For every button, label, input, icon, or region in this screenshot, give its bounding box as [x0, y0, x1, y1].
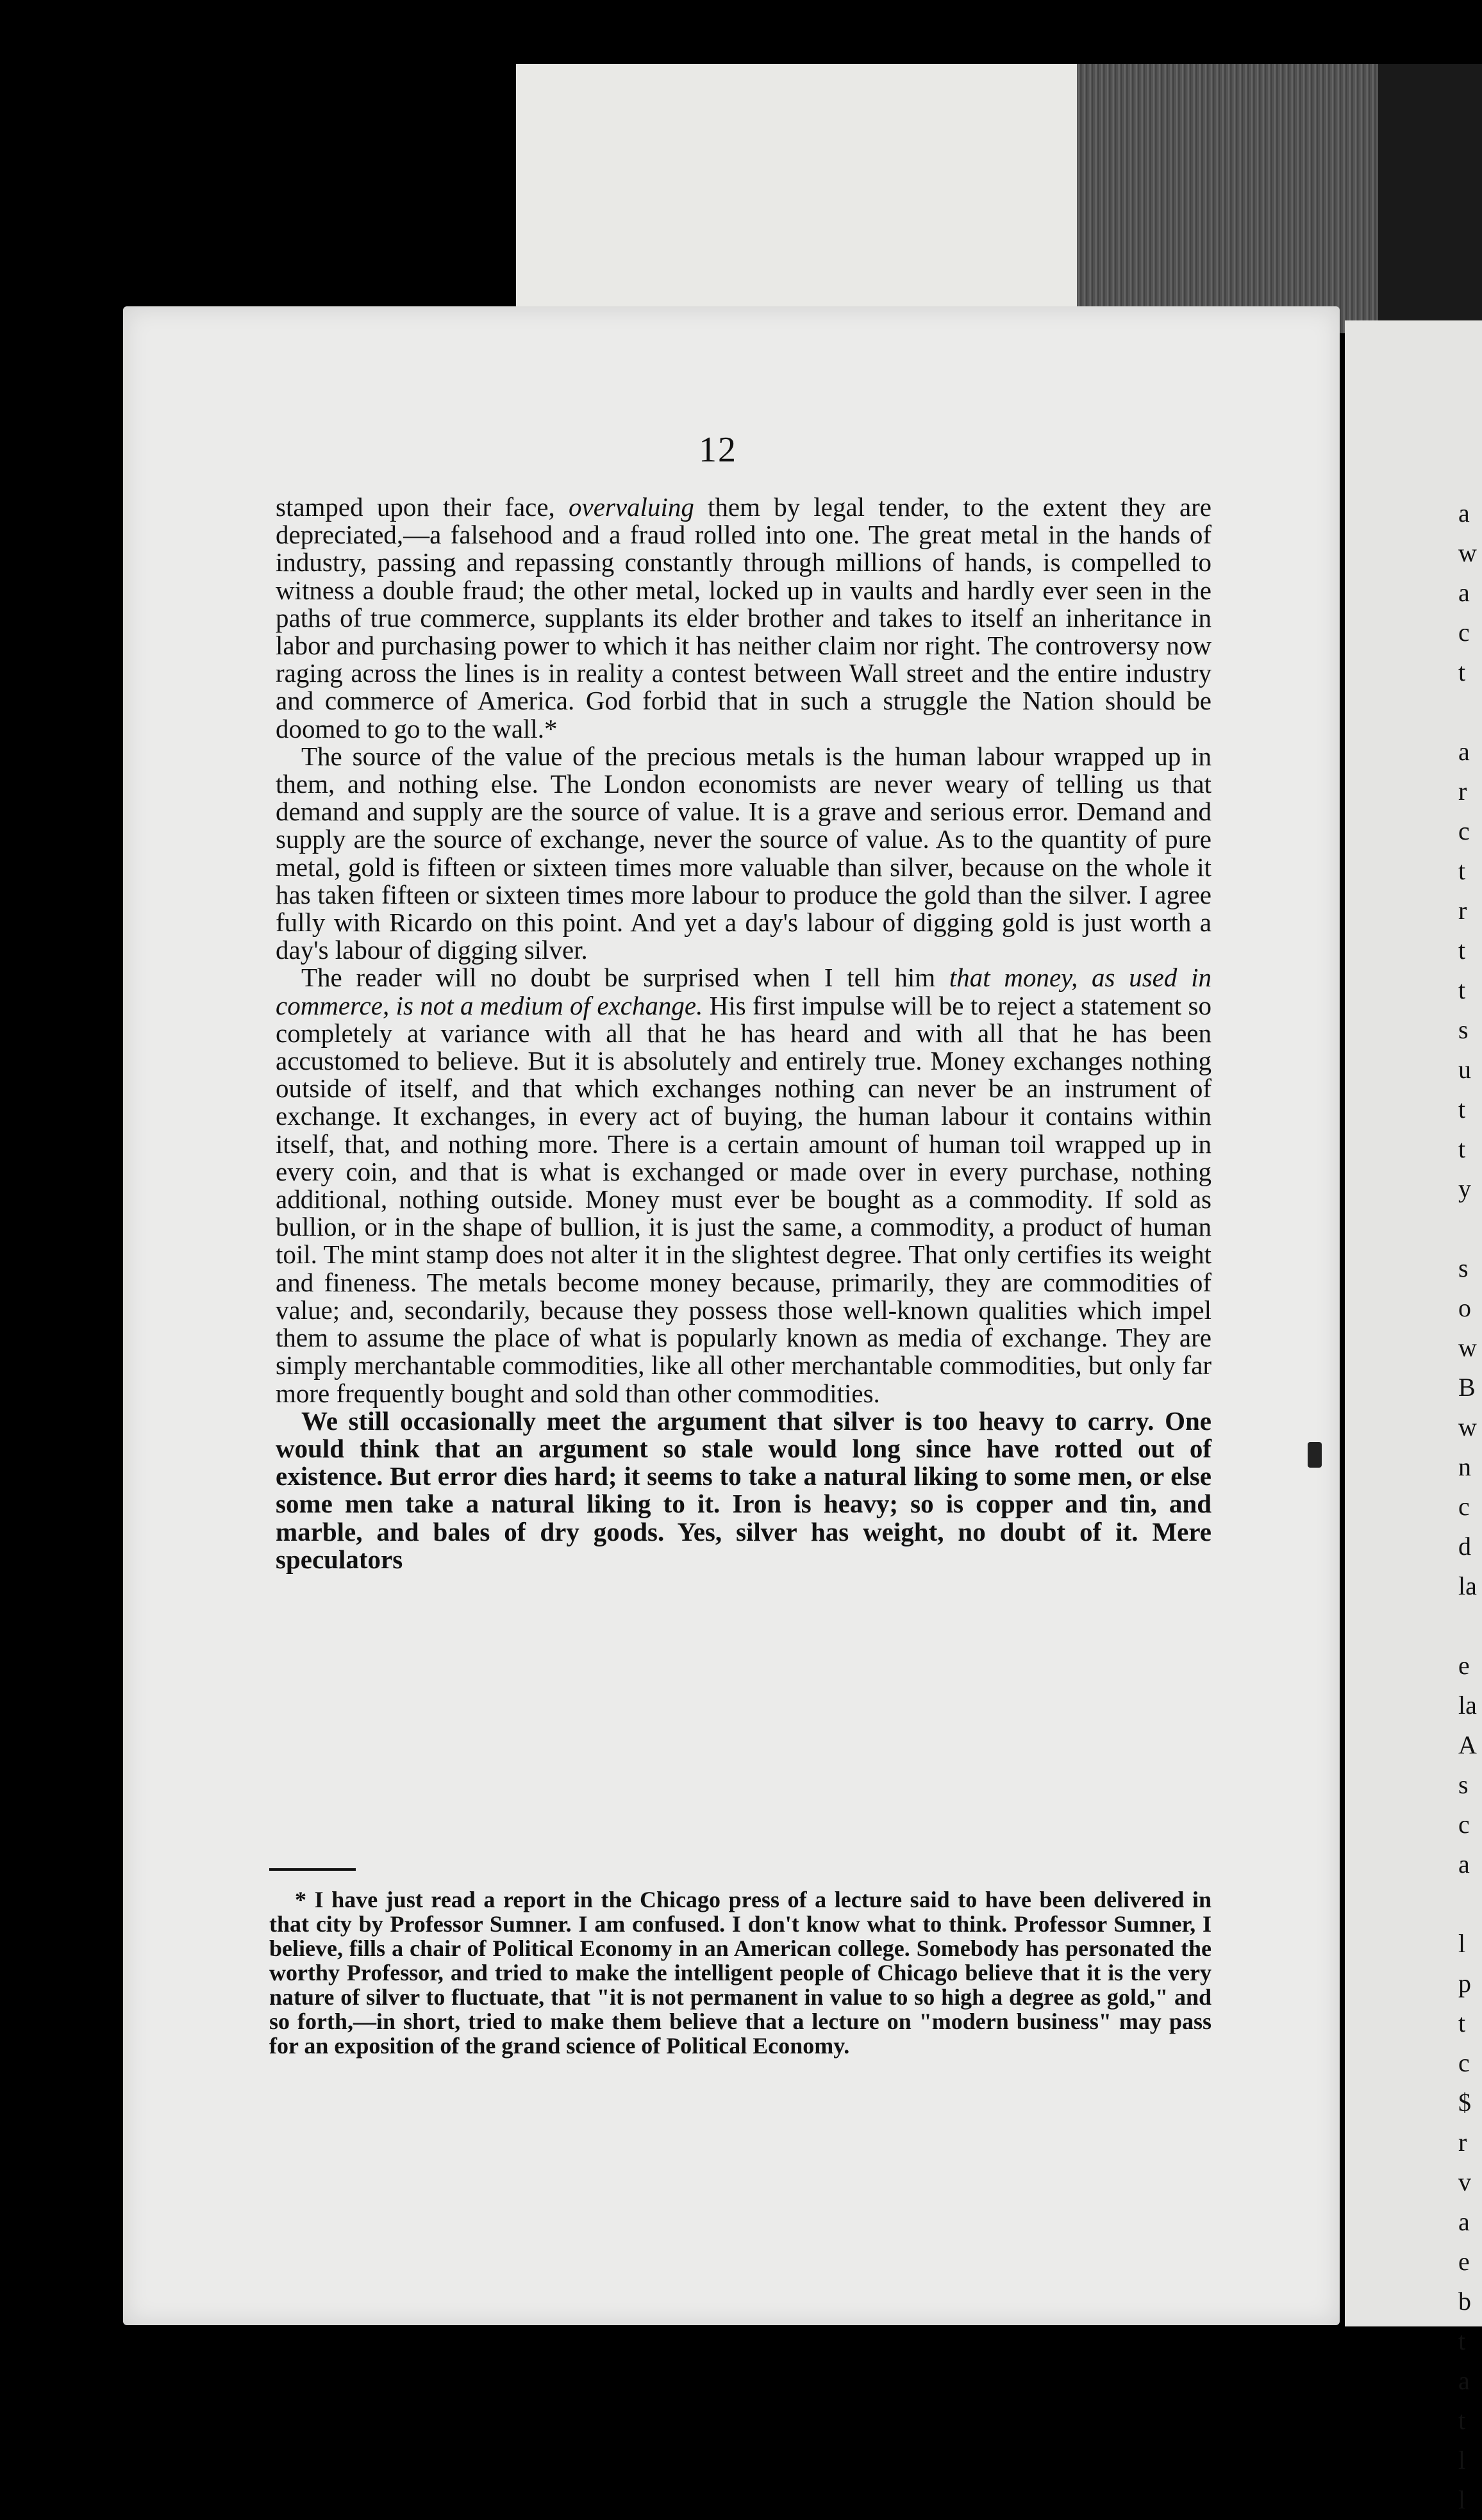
page-number: 12 — [699, 430, 737, 470]
background-paper — [516, 64, 1093, 333]
italic-run: that money, as used in commerce, is not a medium of exchange. — [276, 963, 1211, 1020]
italic-run: overvaluing — [569, 492, 694, 522]
footnote-divider — [269, 1868, 356, 1871]
text-run: stamped upon their face, — [276, 492, 569, 522]
background-shadow — [1378, 64, 1482, 333]
text-run: We still occasionally meet the argument that silver is too heavy to carry. One would think that an argument so stale would long since have rotted out of existence. But error dies hard; it seems to take a natural liking to some men, or else some men take a natural liking to it. Iron is heavy; so is copper and tin, and marble, and bales of dry goods. Yes, silver has weight, no doubt of it. Mere speculators — [276, 1405, 1211, 1574]
text-run: The reader will no doubt be surprised when I tell him — [301, 963, 949, 993]
paragraph — [276, 493, 1211, 743]
text-run: The source of the value of the precious metals is the human labour wrapped up in them, and nothing else. The London economists are never weary of telling us that demand and supply are the source of value. It is a grave and serious error. Demand and supply are the source of exchange, never the source of value. As to the quantity of pure metal, gold is fifteen or sixteen times more valuable than silver, because on the whole it has taken fifteen or sixteen times more labour to produce the gold than the silver. I agree fully with Ricardo on this point. And yet a day's labour of digging gold is just worth a day's labour of digging silver. — [276, 741, 1211, 965]
paragraph — [276, 743, 1211, 965]
paragraph — [276, 1407, 1211, 1573]
text-run: His first impulse will be to reject a statement so completely at variance with all that he has heard and with all that he has been accustomed to believe. But it is absolutely and entirely true. Money exchanges nothing outside of itself, and that which exchanges nothing can never be an instrument of exchange. It exchanges, in every act of buying, the human labour it contains within itself, that, and nothing more. There is a certain amount of human toil wrapped up in every coin, and that is what is exchanged or made over in every purchase, nothing additional, nothing outside. Money must ever be bought as a commodity. If sold as bullion, or in the shape of bullion, it is just the same, a commodity, a product of human toil. The mint stamp does not alter it in the slightest degree. That only certifies its weight and fineness. The metals become money because, primarily, they are commodities of value; and, secondarily, because they possess those well-known qualities which impel them to assume the place of what is popularly known as media of exchange. They are simply merchantable commodities, like all other merchantable commodities, but only far more frequently bought and sold than other commodities. — [276, 990, 1211, 1408]
text-run: them by legal tender, to the extent they are depreciated,—a falsehood and a fraud rolled into one. The great metal in the hands of industry, passing and repassing constantly through millions of hands, is compelled to witness a double fraud; the other metal, locked up in vaults and hardly ever seen in the paths of true commerce, supplants its elder brother and takes to itself an inheritance in labor and purchasing power to which it has neither claim nor right. The controversy now raging across the lines is in reality a contest between Wall street and the entire industry and commerce of America. God forbid that in such a struggle the Nation should be doomed to go to the wall.* — [276, 492, 1211, 743]
body-text — [276, 493, 1211, 1573]
paragraph — [276, 964, 1211, 1407]
footnote: * I have just read a report in the Chicago press of a lecture said to have been delivered in that city by Professor Sumner. I am confused. I don't know what to think. Professor Sumner, I believe, fills a chair of Political Economy in an American college. Somebody has personated the worthy Professor, and tried to make the intelligent people of Chicago believe that it is the very nature of silver to fluctuate, that "it is not permanent in value to so high a degree as gold," and so forth,—in short, tried to make them believe that a lecture on "modern business" may pass for an exposition of the grand science of Political Economy. — [269, 1887, 1211, 2059]
facing-page-text-fragments: a w a c t a r c t r t t s u t t y s o w B w n c d la e la A s c a l p t c $ r v a e b t a t l l — [1458, 499, 1477, 2514]
binding-clip — [1308, 1442, 1322, 1468]
